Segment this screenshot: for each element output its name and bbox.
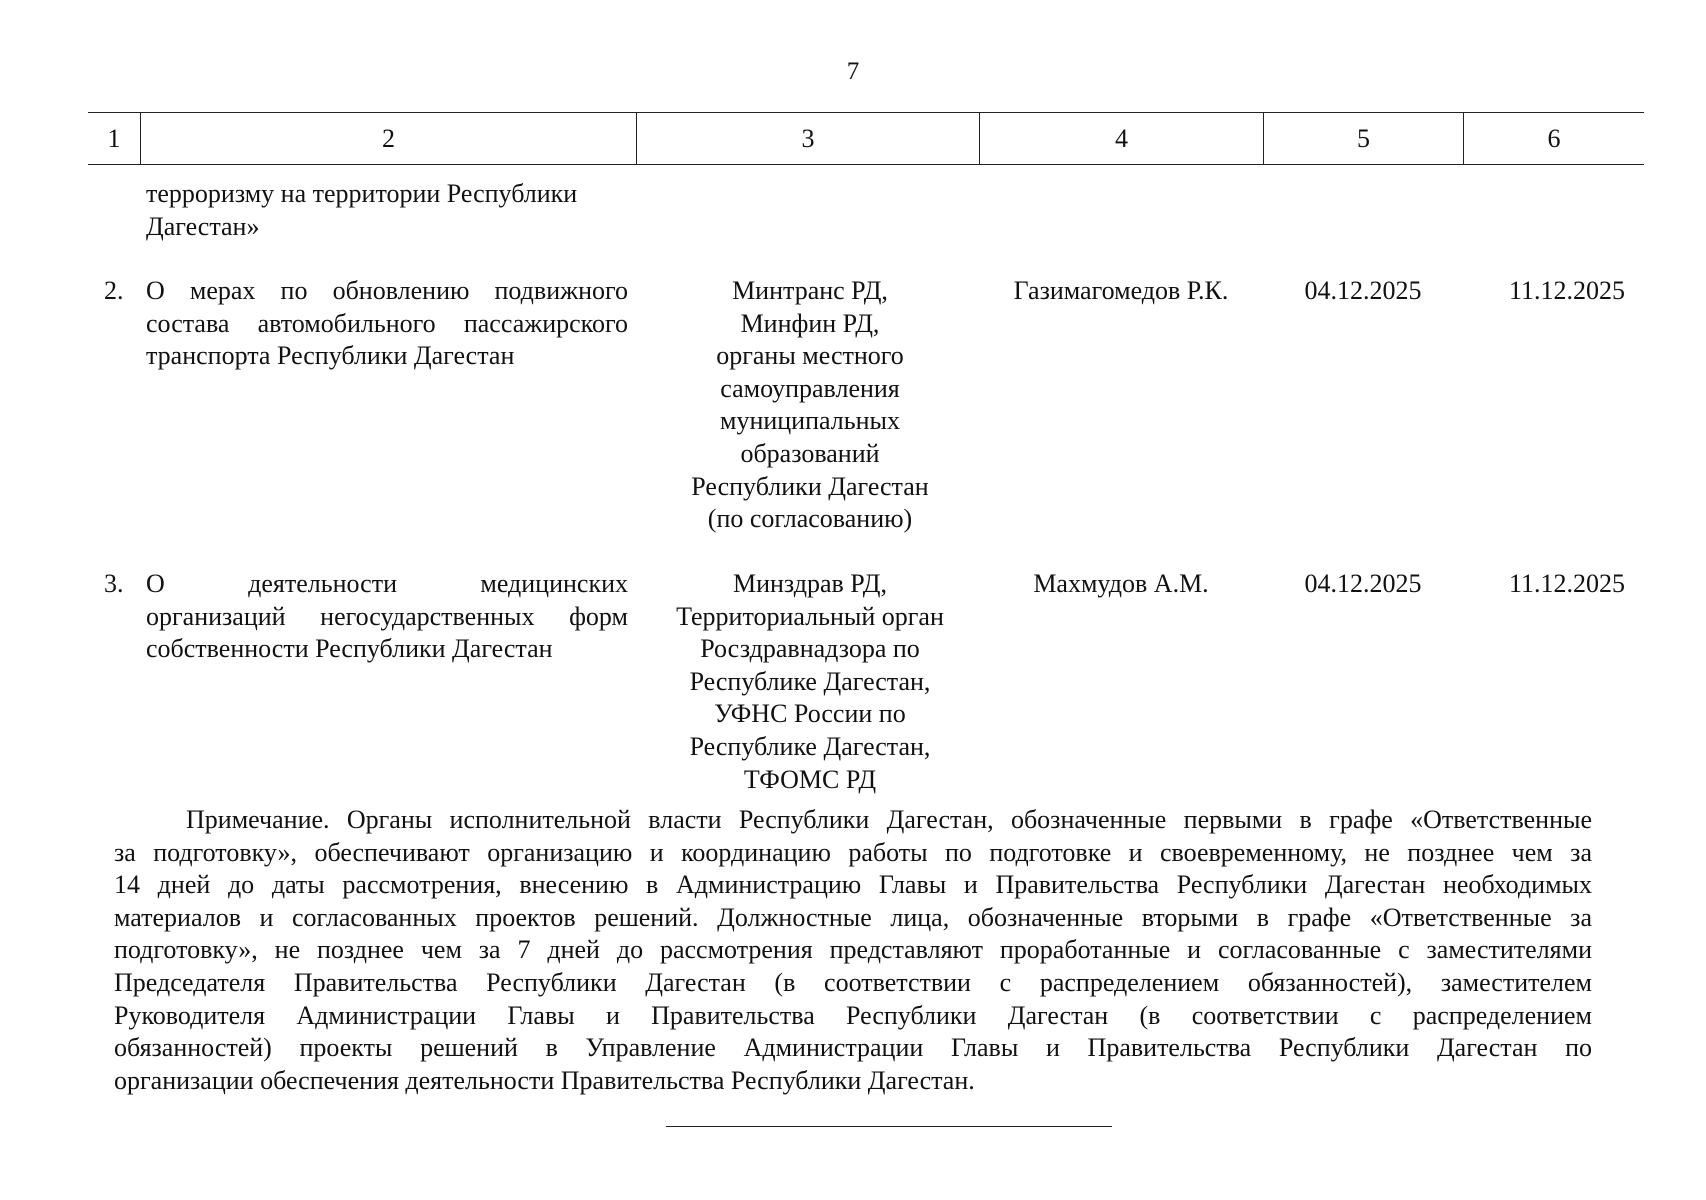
header-cell-5: 5 (1263, 113, 1463, 164)
row-title-line: собственности Республики Дагестан (146, 634, 553, 664)
responsible-line: УФНС России по (714, 699, 906, 729)
header-cell-4: 4 (979, 113, 1263, 164)
row-title-line: состава автомобильного пассажирского (146, 308, 628, 338)
note-line: организации обеспечения деятельности Правительства Республики Дагестан. (114, 1065, 975, 1095)
responsible-line: Минтранс РД, (732, 276, 888, 305)
responsible-line: Республике Дагестан, (689, 731, 931, 761)
row-date-end: 11.12.2025 (1508, 569, 1626, 598)
responsible-line: муниципальных (719, 406, 900, 436)
header-cell-1: 1 (107, 123, 121, 153)
row-date-start: 04.12.2025 (1304, 569, 1422, 598)
note-paragraph (114, 804, 1592, 1097)
note-line: подготовку», не позднее чем за 7 дней до рассмотрения представляют проработанные и согласованные с заместителями (114, 935, 1592, 965)
note-line: Примечание. Органы исполнительной власти Республики Дагестан, обозначенные первыми в графе «Ответственные (186, 805, 1592, 834)
note-line: обязанностей) проекты решений в Управление Администрации Главы и Правительства Республики Дагестан по (114, 1033, 1592, 1063)
responsible-line: Росздравнадзора по (700, 634, 920, 664)
note-line: 14 дней до даты рассмотрения, внесению в Администрацию Главы и Правительства Республики Дагестан необходимых (114, 870, 1592, 900)
row-responsible (640, 275, 980, 536)
responsible-line: самоуправления (720, 373, 900, 403)
continuation-line: терроризму на территории Республики (146, 179, 578, 208)
responsible-line: Республики Дагестан (691, 471, 929, 501)
row-person: Махмудов А.М. (1033, 569, 1209, 598)
closing-rule (666, 1126, 1112, 1127)
row-number: 3. (104, 569, 124, 598)
note-line: за подготовку», обеспечивают организацию и координацию работы по подготовке и своевременному, не позднее чем за (114, 837, 1592, 867)
row-person: Газимагомедов Р.К. (1013, 276, 1229, 305)
responsible-line: Минздрав РД, (732, 569, 888, 598)
header-cell-6: 6 (1463, 113, 1644, 164)
responsible-line: ТФОМС РД (743, 764, 877, 794)
responsible-line: органы местного (716, 341, 904, 371)
continuation-text (146, 178, 628, 243)
responsible-line: (по согласованию) (707, 504, 913, 534)
row-date-end: 11.12.2025 (1508, 276, 1626, 305)
header-cell-3: 3 (636, 113, 979, 164)
page-number: 7 (846, 58, 860, 85)
row-number: 2. (104, 276, 124, 305)
row-responsible (640, 568, 980, 796)
header-cell-2: 2 (140, 113, 636, 164)
row-date-start: 04.12.2025 (1304, 276, 1422, 305)
row-title-line: О деятельности медицинских (146, 569, 628, 598)
responsible-line: образований (740, 438, 880, 468)
row-title-line: транспорта Республики Дагестан (146, 341, 515, 371)
note-line: материалов и согласованных проектов решений. Должностные лица, обозначенные вторыми в графе «Ответственные за (114, 902, 1592, 932)
responsible-line: Минфин РД, (740, 308, 880, 338)
responsible-line: Республике Дагестан, (689, 666, 931, 696)
row-title (146, 568, 628, 666)
row-title-line: организаций негосударственных форм (146, 601, 628, 631)
table-header-row (88, 112, 1644, 165)
row-title (146, 275, 628, 373)
continuation-line: Дагестан» (146, 211, 260, 241)
note-line: Руководителя Администрации Главы и Правительства Республики Дагестан (в соответствии с распределением (114, 1000, 1592, 1030)
responsible-line: Территориальный орган (676, 601, 944, 631)
note-line: Председателя Правительства Республики Дагестан (в соответствии с распределением обязанностей), заместителем (114, 967, 1592, 997)
row-title-line: О мерах по обновлению подвижного (146, 276, 628, 305)
